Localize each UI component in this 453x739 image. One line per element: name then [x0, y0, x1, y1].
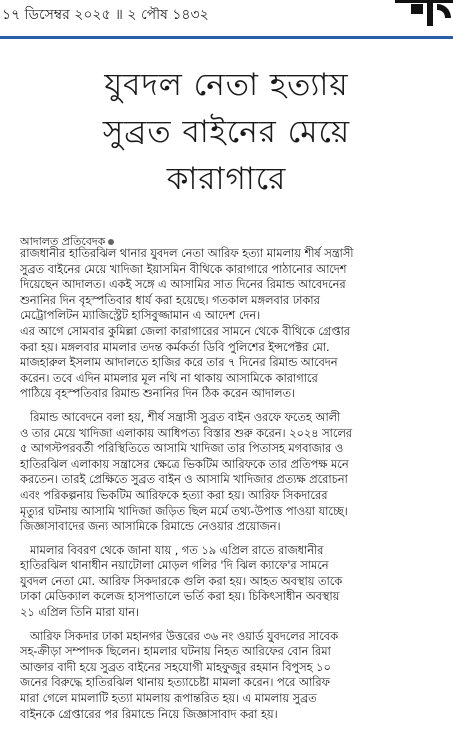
body-line: জিজ্ঞাসাবাদের জন্য আসামিকে রিমান্ডে নেওয়ার প্রয়োজন। [20, 520, 281, 534]
body-line: মামলার বিবরণ থেকে জানা যায় , গত ১৯ এপ্রিল রাতে রাজধানীর [30, 543, 324, 557]
body-line: করতেন। তারই প্রেক্ষিতে সুব্রত বাইন ও আসামি খাদিজার প্রত্যক্ষ প্ররোচনা [20, 473, 348, 487]
body-line: বাইনকে গ্রেপ্তারের পর রিমান্ডে নিয়ে জিজ্ঞাসাবাদ করা হয়। [20, 707, 278, 721]
body-line: মারা গেলে মামলাটি হত্যা মামলায় রূপান্তরিত হয়। এ মামলায় সুব্রত [20, 692, 317, 706]
body-line: ২১ এপ্রিল তিনি মারা যান। [20, 606, 140, 620]
body-line: মেট্রোপলিটন ম্যাজিস্ট্রেট হাসিবুজ্জামান এ আদেশ দেন। [20, 309, 261, 323]
paragraph-gap [20, 402, 448, 410]
byline-text: আদালত প্রতিবেদক [20, 235, 106, 248]
body-line: হাতিরঝিল থানাধীন নয়াটোলা মোড়ল গলির 'দি ঝিল ক্যাফে'র সামনে [20, 559, 329, 573]
masthead-logo-fragment [393, 0, 453, 30]
body-line: আক্তার বাদী হয়ে সুব্রত বাইনের সহযোগী মাহফুজুর রহমান বিপুসহ ১০ [20, 660, 331, 674]
paragraph-4 [20, 629, 448, 723]
body-line: ও তার মেয়ে খাদিজা এলাকায় আধিপত্য বিস্তার শুরু করেন। ২০২৪ সালের [20, 426, 353, 440]
body-line: মৃত্যুর ঘটনায় আসামি খাদিজা জড়িত ছিল মর্মে তথ্য-উপাত্ত পাওয়া যাচ্ছে। [20, 504, 348, 518]
paragraph-gap [20, 621, 448, 629]
headline-line-1: যুবদল নেতা হত্যায় [104, 67, 349, 103]
body-line: জনের বিরুদ্ধে হাতিরঝিল থানায় হত্যাচেষ্টা মামলা করেন। পরে আরিফ [20, 676, 330, 690]
byline-dot-icon [108, 239, 114, 245]
masthead-logo-icon [393, 0, 453, 30]
body-line: রিমান্ড আবেদনে বলা হয়, শীর্ষ সন্ত্রাসী সুব্রত বাইন ওরফে ফতেহ আলী [30, 410, 341, 424]
body-line: ৫ আগস্টপরবর্তী পরিস্থিতিতে আসামি খাদিজা তার পিতাসহ মগবাজার ও [20, 442, 344, 456]
body-line: যুবদল নেতা মো. আরিফ সিকদারকে গুলি করা হয়। আহত অবস্থায় তাকে [20, 574, 343, 588]
body-line: করা হয়। মঙ্গলবার মামলার তদন্ত কর্মকর্তা ডিবি পুলিশের ইন্সপেক্টর মো. [20, 340, 330, 354]
paragraph-2 [20, 410, 448, 535]
body-line: ঢাকা মেডিক্যাল কলেজ হাসপাতালে ভর্তি করা হয়। চিকিৎসাধীন অবস্থায় [20, 590, 340, 604]
paragraph-3 [20, 543, 448, 621]
body-line: এবং পরিকল্পনায় ভিকটিম আরিফকে হত্যা করা হয়। আরিফ সিকদারের [20, 488, 328, 502]
body-line: শুনানির দিন বৃহস্পতিবার ধার্য করা হয়েছে। গতকাল মঙ্গলবার ঢাকার [20, 293, 320, 307]
body-line: আরিফ সিকদার ঢাকা মহানগর উত্তরের ৩৬ নং ওয়ার্ড যুবদলের সাবেক [30, 629, 338, 643]
body-line: সহ-ক্রীড়া সম্পাদক ছিলেন। হামলার ঘটনায় নিহত আরিফের বোন রিমা [20, 645, 331, 659]
body-line: মাজহারুল ইসলাম আদালতে হাজির করে তার ৭ দিনের রিমান্ড আবেদন [20, 356, 338, 370]
headline-line-2: সুব্রত বাইনের মেয়ে [102, 114, 351, 150]
body-line: পাঠিয়ে বৃহস্পতিবার রিমান্ড শুনানির দিন ঠিক করেন আদালত। [20, 387, 295, 401]
body-line: দিয়েছেন আদালত। একই সঙ্গে এ আসামির সাত দিনের রিমান্ড আবেদনের [20, 278, 346, 292]
body-line: করেন। তবে এদিন মামলার মূল নথি না থাকায় আসামিকে কারাগারে [20, 371, 318, 385]
body-line: এর আগে সোমবার কুমিল্লা জেলা কারাগারের সামনে থেকে বীথিকে গ্রেপ্তার [20, 324, 351, 338]
headline-line-3: কারাগারে [166, 161, 287, 197]
paragraph-gap [20, 535, 448, 543]
body-line: সুব্রত বাইনের মেয়ে খাদিজা ইয়াসমিন বীথিকে কারাগারে পাঠানোর আদেশ [20, 262, 347, 276]
paragraph-1 [20, 246, 448, 402]
body-line: রাজধানীর হাতিরঝিল থানার যুবদল নেতা আরিফ হত্যা মামলায় শীর্ষ সন্ত্রাসী [20, 247, 354, 260]
headline [8, 62, 445, 203]
body-line: হাতিরঝিল এলাকায় সন্ত্রাসের ক্ষেত্রে ভিকটিম আরিফকে তার প্রতিপক্ষ মনে [20, 457, 349, 471]
newspaper-header [0, 0, 453, 39]
article-body [20, 246, 448, 722]
dateline: ১৭ ডিসেম্বর ২০২৫ ॥ ২ পৌষ ১৪৩২ [2, 7, 209, 23]
